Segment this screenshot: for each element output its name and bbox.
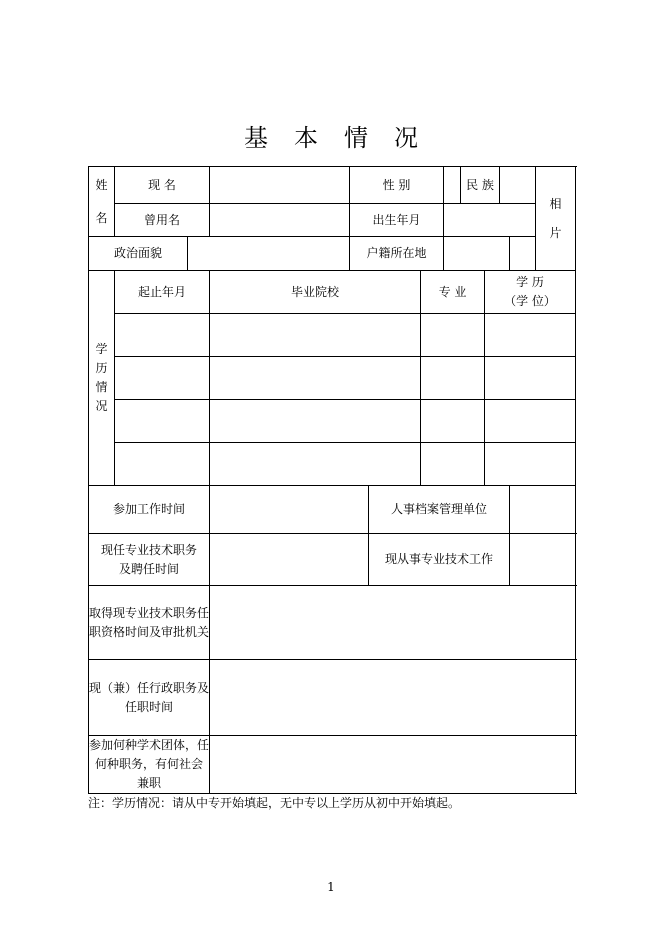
name-label: 姓 名 (89, 167, 115, 237)
tech-title-label: 现任专业技术职务 及聘任时间 (89, 534, 210, 586)
title-char: 况 (394, 124, 418, 152)
major-field[interactable] (421, 314, 485, 357)
admin-position-field[interactable] (210, 660, 576, 736)
basic-info-form (88, 166, 576, 794)
school-field[interactable] (210, 314, 421, 357)
association-field[interactable] (210, 736, 576, 794)
period-field[interactable] (115, 314, 210, 357)
ethnicity-field[interactable] (500, 167, 536, 204)
page-number: 1 (327, 880, 335, 894)
period-field[interactable] (115, 400, 210, 443)
work-start-label: 参加工作时间 (89, 486, 210, 534)
degree-field[interactable] (485, 357, 576, 400)
archive-unit-label: 人事档案管理单位 (369, 486, 510, 534)
school-field[interactable] (210, 443, 421, 486)
association-label: 参加何种学术团体，任 何种职务，有何社会 兼职 (89, 736, 210, 794)
degree-header: 学 历 （学 位） (485, 271, 576, 314)
period-field[interactable] (115, 357, 210, 400)
current-work-label: 现从事专业技术工作 (369, 534, 510, 586)
current-name-label: 现 名 (115, 167, 210, 204)
page-title (0, 118, 662, 153)
tech-title-field[interactable] (210, 534, 369, 586)
qualification-field[interactable] (210, 586, 576, 660)
photo-box[interactable]: 相 片 (536, 167, 576, 271)
major-field[interactable] (421, 443, 485, 486)
title-char: 基 (244, 124, 268, 152)
gender-label: 性 别 (350, 167, 444, 204)
political-field[interactable] (188, 237, 350, 271)
birth-label: 出生年月 (350, 204, 444, 237)
school-field[interactable] (210, 357, 421, 400)
degree-field[interactable] (485, 443, 576, 486)
political-label: 政治面貌 (89, 237, 188, 271)
school-field[interactable] (210, 400, 421, 443)
ethnicity-label: 民 族 (461, 167, 500, 204)
title-char: 本 (294, 124, 318, 152)
former-name-label: 曾用名 (115, 204, 210, 237)
major-header: 专 业 (421, 271, 485, 314)
period-field[interactable] (115, 443, 210, 486)
birth-field[interactable] (444, 204, 536, 237)
major-field[interactable] (421, 357, 485, 400)
qualification-label: 取得现专业技术职务任 职资格时间及审批机关 (89, 586, 210, 660)
degree-field[interactable] (485, 314, 576, 357)
admin-position-label: 现（兼）任行政职务及 任职时间 (89, 660, 210, 736)
current-work-field[interactable] (510, 534, 576, 586)
work-start-field[interactable] (210, 486, 369, 534)
archive-unit-field[interactable] (510, 486, 576, 534)
current-name-field[interactable] (210, 167, 350, 204)
hukou-label: 户籍所在地 (350, 237, 444, 271)
footnote: 注：学历情况：请从中专开始填起，无中专以上学历从初中开始填起。 (88, 796, 461, 810)
degree-field[interactable] (485, 400, 576, 443)
gender-field[interactable] (444, 167, 461, 204)
hukou-field[interactable] (444, 237, 510, 271)
education-label: 学 历 情 况 (89, 271, 115, 486)
school-header: 毕业院校 (210, 271, 421, 314)
period-header: 起止年月 (115, 271, 210, 314)
title-char: 情 (344, 124, 368, 152)
major-field[interactable] (421, 400, 485, 443)
former-name-field[interactable] (210, 204, 350, 237)
